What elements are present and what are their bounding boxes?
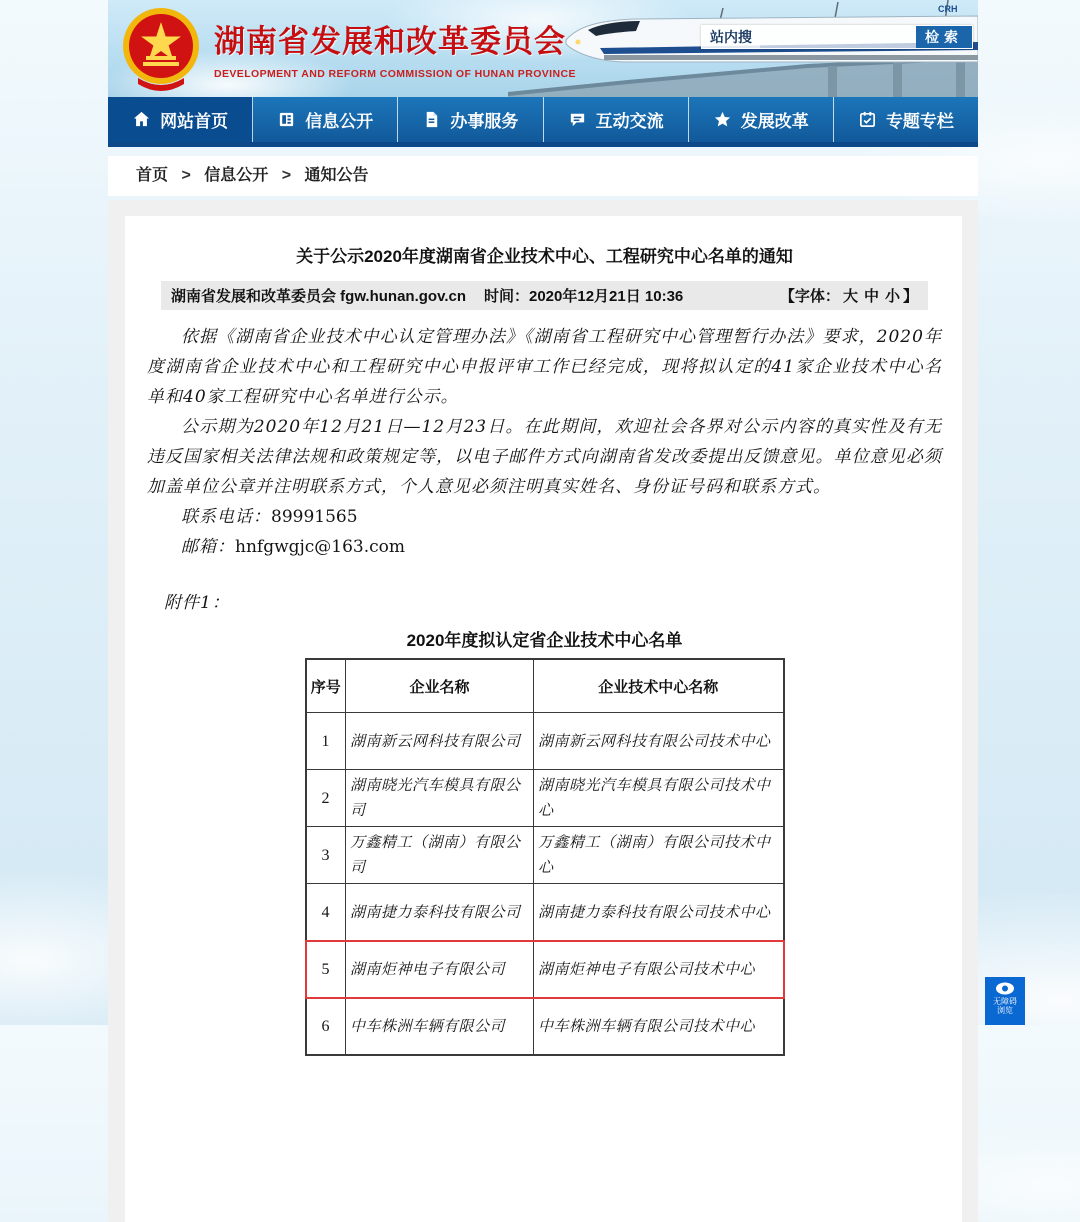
page-title: 关于公示2020年度湖南省企业技术中心、工程研究中心名单的通知 — [296, 247, 793, 266]
site-identity — [214, 16, 576, 80]
company-name: 湖南新云网科技有限公司 — [346, 713, 534, 770]
nav-item-label: 办事服务 — [450, 112, 519, 131]
center-name: 湖南新云网科技有限公司技术中心 — [534, 713, 784, 770]
contact-phone-value: 89991565 — [271, 507, 358, 527]
row-number: 3 — [306, 827, 346, 884]
nav-item-development-reform[interactable] — [689, 97, 834, 142]
row-number: 4 — [306, 884, 346, 941]
home-icon — [132, 110, 151, 129]
table-row — [306, 713, 784, 770]
paragraph: 依据《湖南省企业技术中心认定管理办法》《湖南省工程研究中心管理暂行办法》要求，2020年度湖南省企业技术中心和工程研究中心申报评审工作已经完成，现将拟认定的41家企业技术中心名单和40家工程研究中心名单进行公示。 — [147, 327, 942, 407]
company-name: 湖南炬神电子有限公司 — [346, 941, 534, 998]
nav-item-label: 信息公开 — [305, 112, 374, 131]
svg-text:CRH: CRH — [938, 4, 958, 14]
star-icon — [713, 110, 732, 129]
nav-item-special-columns[interactable] — [834, 97, 978, 142]
table-row — [306, 827, 784, 884]
accessibility-widget[interactable] — [985, 977, 1025, 1025]
center-name: 万鑫精工（湖南）有限公司技术中心 — [534, 827, 784, 884]
center-name: 湖南炬神电子有限公司技术中心 — [534, 941, 784, 998]
nav-item-label: 发展改革 — [740, 112, 809, 131]
company-name: 湖南捷力泰科技有限公司 — [346, 884, 534, 941]
article — [125, 216, 962, 1222]
table-row — [306, 998, 784, 1056]
nav-item-label: 专题专栏 — [885, 112, 954, 131]
company-name: 中车株洲车辆有限公司 — [346, 998, 534, 1056]
site-header — [108, 0, 978, 97]
table-row-highlighted — [306, 941, 784, 998]
company-name: 万鑫精工（湖南）有限公司 — [346, 827, 534, 884]
search-input[interactable] — [760, 26, 916, 48]
eye-icon — [995, 982, 1015, 995]
contact-phone-label: 联系电话： — [181, 507, 271, 527]
breadcrumb-info-disclosure[interactable]: 信息公开 — [204, 167, 269, 184]
site-subtitle: DEVELOPMENT AND REFORM COMMISSION OF HUNAN PROVINCE — [214, 68, 576, 80]
row-number: 6 — [306, 998, 346, 1056]
center-name: 中车株洲车辆有限公司技术中心 — [534, 998, 784, 1056]
table-header-row — [306, 659, 784, 713]
chat-icon — [568, 110, 587, 129]
center-name: 湖南捷力泰科技有限公司技术中心 — [534, 884, 784, 941]
accessibility-label: 无障碍浏览 — [993, 997, 1017, 1015]
nav-item-services[interactable] — [398, 97, 543, 142]
table-row — [306, 884, 784, 941]
site-column — [108, 0, 978, 1222]
enterprise-tech-center-table — [305, 658, 785, 1056]
nav-item-info-disclosure[interactable] — [253, 97, 398, 142]
column-header-center: 企业技术中心名称 — [534, 659, 784, 713]
service-document-icon — [422, 110, 441, 129]
special-column-icon — [858, 110, 877, 129]
column-header-company: 企业名称 — [346, 659, 534, 713]
font-size-large-button[interactable]: 大 — [842, 288, 858, 305]
content-frame — [108, 200, 978, 1222]
font-size-medium-button[interactable]: 中 — [863, 288, 879, 305]
article-body — [147, 322, 942, 618]
contact-email-label: 邮箱： — [181, 537, 235, 557]
article-meta-bar — [161, 281, 928, 310]
contact-email-value: hnfgwgjc@163.com — [235, 537, 406, 557]
font-size-suffix: 】 — [902, 288, 918, 305]
breadcrumb-home[interactable]: 首页 — [136, 167, 169, 184]
company-name: 湖南晓光汽车模具有限公司 — [346, 770, 534, 827]
font-size-small-button[interactable]: 小 — [884, 288, 900, 305]
attachment-label: 附件1： — [164, 593, 230, 613]
contact-phone — [147, 502, 942, 532]
contact-email — [147, 532, 942, 562]
search-scope-label: 站内搜 — [702, 26, 760, 48]
breadcrumb — [108, 156, 978, 196]
row-number: 1 — [306, 713, 346, 770]
paragraph: 公示期为2020年12月21日—12月23日。在此期间，欢迎社会各界对公示内容的真实性及有无违反国家相关法律法规和政策规定等，以电子邮件方式向湖南省发改委提出反馈意见。单位意见必须加盖单位公章并注明联系方式，个人意见必须注明真实姓名、身份证号码和联系方式。 — [147, 417, 942, 497]
search-button[interactable]: 检索 — [916, 26, 972, 48]
site-search — [701, 25, 973, 49]
nav-item-home[interactable] — [108, 97, 253, 142]
center-name: 湖南晓光汽车模具有限公司技术中心 — [534, 770, 784, 827]
article-time: 时间：2020年12月21日 10:36 — [484, 288, 684, 305]
row-number: 5 — [306, 941, 346, 998]
table-row — [306, 770, 784, 827]
column-header-no: 序号 — [306, 659, 346, 713]
nav-item-label: 互动交流 — [595, 112, 664, 131]
nav-item-interaction[interactable] — [544, 97, 689, 142]
national-emblem-logo — [118, 4, 204, 94]
font-size-prefix: 【字体： — [779, 288, 840, 305]
nav-item-label: 网站首页 — [160, 112, 229, 131]
article-source: 湖南省发展和改革委员会 fgw.hunan.gov.cn — [171, 288, 466, 305]
info-disclosure-icon — [277, 110, 296, 129]
main-nav — [108, 97, 978, 147]
breadcrumb-separator: > — [281, 167, 292, 184]
font-size-control — [780, 285, 918, 306]
breadcrumb-notices[interactable]: 通知公告 — [304, 167, 369, 184]
row-number: 2 — [306, 770, 346, 827]
site-title: 湖南省发展和改革委员会 — [214, 24, 566, 59]
breadcrumb-separator: > — [181, 167, 191, 184]
table-title: 2020年度拟认定省企业技术中心名单 — [406, 631, 683, 650]
